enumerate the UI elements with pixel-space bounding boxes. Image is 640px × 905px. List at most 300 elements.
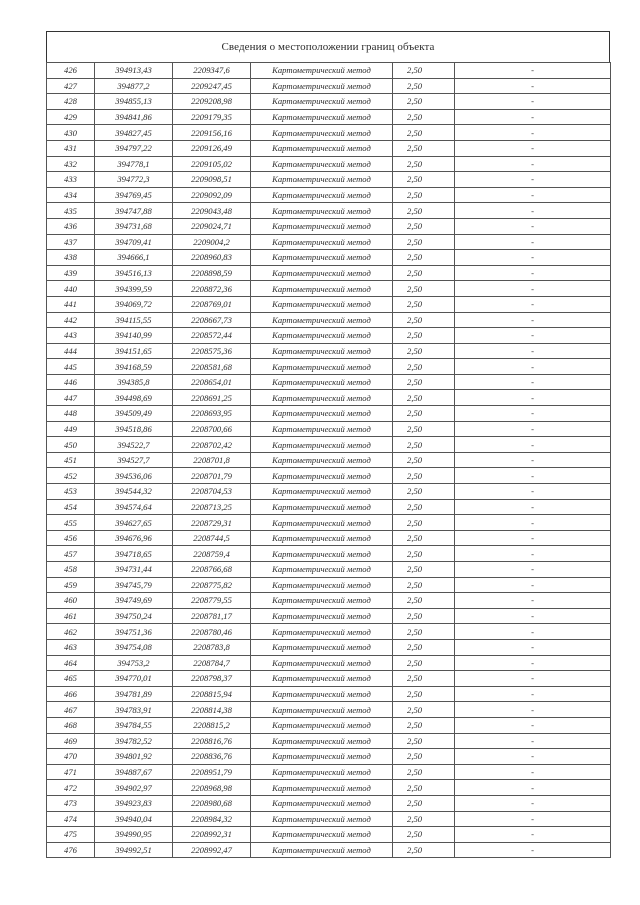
method-cell: Картометрический метод [251,702,393,718]
point-number-cell: 452 [47,468,95,484]
y-coordinate-cell: 2208898,59 [173,265,251,281]
accuracy-cell: 2,50 [393,406,455,422]
y-coordinate-cell: 2208581,68 [173,359,251,375]
point-number-cell: 461 [47,608,95,624]
method-cell: Картометрический метод [251,780,393,796]
method-cell: Картометрический метод [251,530,393,546]
point-number-cell: 444 [47,343,95,359]
method-cell: Картометрический метод [251,125,393,141]
description-cell: - [455,499,611,515]
point-number-cell: 466 [47,686,95,702]
y-coordinate-cell: 2209098,51 [173,172,251,188]
y-coordinate-cell: 2208729,31 [173,515,251,531]
accuracy-cell: 2,50 [393,94,455,110]
y-coordinate-cell: 2209126,49 [173,140,251,156]
y-coordinate-cell: 2209208,98 [173,94,251,110]
x-coordinate-cell: 394709,41 [95,234,173,250]
accuracy-cell: 2,50 [393,218,455,234]
point-number-cell: 462 [47,624,95,640]
y-coordinate-cell: 2208769,01 [173,296,251,312]
x-coordinate-cell: 394923,83 [95,795,173,811]
table-row [47,63,611,79]
table-row [47,827,611,843]
y-coordinate-cell: 2208701,79 [173,468,251,484]
description-cell: - [455,203,611,219]
y-coordinate-cell: 2208783,8 [173,639,251,655]
x-coordinate-cell: 394536,06 [95,468,173,484]
description-cell: - [455,234,611,250]
accuracy-cell: 2,50 [393,546,455,562]
table-row [47,795,611,811]
y-coordinate-cell: 2209179,35 [173,109,251,125]
description-cell: - [455,795,611,811]
accuracy-cell: 2,50 [393,374,455,390]
accuracy-cell: 2,50 [393,203,455,219]
point-number-cell: 455 [47,515,95,531]
method-cell: Картометрический метод [251,717,393,733]
method-cell: Картометрический метод [251,842,393,858]
accuracy-cell: 2,50 [393,484,455,500]
method-cell: Картометрический метод [251,234,393,250]
table-row [47,686,611,702]
x-coordinate-cell: 394745,79 [95,577,173,593]
table-row [47,624,611,640]
accuracy-cell: 2,50 [393,312,455,328]
method-cell: Картометрический метод [251,562,393,578]
x-coordinate-cell: 394522,7 [95,437,173,453]
accuracy-cell: 2,50 [393,842,455,858]
table-row [47,499,611,515]
table-row [47,374,611,390]
y-coordinate-cell: 2208980,68 [173,795,251,811]
description-cell: - [455,639,611,655]
method-cell: Картометрический метод [251,359,393,375]
table-row [47,437,611,453]
description-cell: - [455,717,611,733]
point-number-cell: 429 [47,109,95,125]
y-coordinate-cell: 2208713,25 [173,499,251,515]
accuracy-cell: 2,50 [393,125,455,141]
method-cell: Картометрический метод [251,639,393,655]
y-coordinate-cell: 2208815,94 [173,686,251,702]
point-number-cell: 446 [47,374,95,390]
description-cell: - [455,125,611,141]
point-number-cell: 430 [47,125,95,141]
method-cell: Картометрический метод [251,452,393,468]
accuracy-cell: 2,50 [393,281,455,297]
table-row [47,359,611,375]
accuracy-cell: 2,50 [393,452,455,468]
x-coordinate-cell: 394778,1 [95,156,173,172]
table-row [47,156,611,172]
x-coordinate-cell: 394992,51 [95,842,173,858]
table-row [47,655,611,671]
x-coordinate-cell: 394782,52 [95,733,173,749]
x-coordinate-cell: 394754,08 [95,639,173,655]
table-row [47,406,611,422]
description-cell: - [455,218,611,234]
point-number-cell: 440 [47,281,95,297]
description-cell: - [455,406,611,422]
x-coordinate-cell: 394827,45 [95,125,173,141]
x-coordinate-cell: 394676,96 [95,530,173,546]
description-cell: - [455,562,611,578]
x-coordinate-cell: 394797,22 [95,140,173,156]
accuracy-cell: 2,50 [393,827,455,843]
x-coordinate-cell: 394544,32 [95,484,173,500]
x-coordinate-cell: 394855,13 [95,94,173,110]
y-coordinate-cell: 2209024,71 [173,218,251,234]
table-row [47,608,611,624]
x-coordinate-cell: 394731,68 [95,218,173,234]
point-number-cell: 476 [47,842,95,858]
method-cell: Картометрический метод [251,187,393,203]
point-number-cell: 427 [47,78,95,94]
table-row [47,717,611,733]
x-coordinate-cell: 394718,65 [95,546,173,562]
method-cell: Картометрический метод [251,608,393,624]
description-cell: - [455,281,611,297]
accuracy-cell: 2,50 [393,733,455,749]
method-cell: Картометрический метод [251,406,393,422]
method-cell: Картометрический метод [251,63,393,79]
x-coordinate-cell: 394731,44 [95,562,173,578]
accuracy-cell: 2,50 [393,749,455,765]
method-cell: Картометрический метод [251,109,393,125]
x-coordinate-cell: 394801,92 [95,749,173,765]
accuracy-cell: 2,50 [393,686,455,702]
description-cell: - [455,63,611,79]
y-coordinate-cell: 2209092,09 [173,187,251,203]
point-number-cell: 443 [47,328,95,344]
method-cell: Картометрический метод [251,827,393,843]
y-coordinate-cell: 2208766,68 [173,562,251,578]
y-coordinate-cell: 2209247,45 [173,78,251,94]
accuracy-cell: 2,50 [393,655,455,671]
x-coordinate-cell: 394990,95 [95,827,173,843]
method-cell: Картометрический метод [251,811,393,827]
accuracy-cell: 2,50 [393,390,455,406]
accuracy-cell: 2,50 [393,187,455,203]
table-row [47,764,611,780]
table-row [47,343,611,359]
method-cell: Картометрический метод [251,749,393,765]
table-row [47,203,611,219]
x-coordinate-cell: 394877,2 [95,78,173,94]
table-row [47,281,611,297]
table-title: Сведения о местоположении границ объекта [46,31,610,62]
y-coordinate-cell: 2208872,36 [173,281,251,297]
y-coordinate-cell: 2208798,37 [173,671,251,687]
y-coordinate-cell: 2208575,36 [173,343,251,359]
x-coordinate-cell: 394841,86 [95,109,173,125]
description-cell: - [455,702,611,718]
description-cell: - [455,686,611,702]
x-coordinate-cell: 394753,2 [95,655,173,671]
method-cell: Картометрический метод [251,468,393,484]
y-coordinate-cell: 2208654,01 [173,374,251,390]
y-coordinate-cell: 2208667,73 [173,312,251,328]
method-cell: Картометрический метод [251,593,393,609]
point-number-cell: 438 [47,250,95,266]
table-row [47,265,611,281]
table-row [47,577,611,593]
x-coordinate-cell: 394516,13 [95,265,173,281]
description-cell: - [455,94,611,110]
method-cell: Картометрический метод [251,655,393,671]
table-row [47,749,611,765]
description-cell: - [455,764,611,780]
table-row [47,671,611,687]
point-number-cell: 450 [47,437,95,453]
table-row [47,468,611,484]
table-row [47,811,611,827]
x-coordinate-cell: 394749,69 [95,593,173,609]
x-coordinate-cell: 394140,99 [95,328,173,344]
point-number-cell: 456 [47,530,95,546]
description-cell: - [455,250,611,266]
description-cell: - [455,780,611,796]
description-cell: - [455,328,611,344]
accuracy-cell: 2,50 [393,717,455,733]
description-cell: - [455,343,611,359]
y-coordinate-cell: 2208779,55 [173,593,251,609]
x-coordinate-cell: 394902,97 [95,780,173,796]
point-number-cell: 475 [47,827,95,843]
description-cell: - [455,265,611,281]
table-row [47,250,611,266]
point-number-cell: 464 [47,655,95,671]
description-cell: - [455,655,611,671]
point-number-cell: 428 [47,94,95,110]
accuracy-cell: 2,50 [393,109,455,125]
y-coordinate-cell: 2209105,02 [173,156,251,172]
description-cell: - [455,359,611,375]
x-coordinate-cell: 394772,3 [95,172,173,188]
x-coordinate-cell: 394783,91 [95,702,173,718]
table-row [47,484,611,500]
method-cell: Картометрический метод [251,343,393,359]
table-row [47,562,611,578]
y-coordinate-cell: 2208744,5 [173,530,251,546]
point-number-cell: 474 [47,811,95,827]
y-coordinate-cell: 2208984,32 [173,811,251,827]
point-number-cell: 426 [47,63,95,79]
table-row [47,639,611,655]
description-cell: - [455,484,611,500]
x-coordinate-cell: 394168,59 [95,359,173,375]
table-row [47,234,611,250]
description-cell: - [455,452,611,468]
point-number-cell: 459 [47,577,95,593]
y-coordinate-cell: 2208960,83 [173,250,251,266]
accuracy-cell: 2,50 [393,671,455,687]
y-coordinate-cell: 2208836,76 [173,749,251,765]
table-row [47,125,611,141]
x-coordinate-cell: 394750,24 [95,608,173,624]
method-cell: Картометрический метод [251,546,393,562]
x-coordinate-cell: 394940,04 [95,811,173,827]
point-number-cell: 454 [47,499,95,515]
x-coordinate-cell: 394115,55 [95,312,173,328]
point-number-cell: 449 [47,421,95,437]
accuracy-cell: 2,50 [393,562,455,578]
point-number-cell: 442 [47,312,95,328]
x-coordinate-cell: 394770,01 [95,671,173,687]
description-cell: - [455,468,611,484]
point-number-cell: 460 [47,593,95,609]
description-cell: - [455,187,611,203]
accuracy-cell: 2,50 [393,421,455,437]
method-cell: Картометрический метод [251,281,393,297]
accuracy-cell: 2,50 [393,764,455,780]
y-coordinate-cell: 2208781,17 [173,608,251,624]
method-cell: Картометрический метод [251,265,393,281]
y-coordinate-cell: 2208992,31 [173,827,251,843]
accuracy-cell: 2,50 [393,515,455,531]
point-number-cell: 441 [47,296,95,312]
accuracy-cell: 2,50 [393,343,455,359]
description-cell: - [455,312,611,328]
table-row [47,530,611,546]
point-number-cell: 433 [47,172,95,188]
x-coordinate-cell: 394751,36 [95,624,173,640]
description-cell: - [455,546,611,562]
accuracy-cell: 2,50 [393,172,455,188]
table-row [47,94,611,110]
x-coordinate-cell: 394518,86 [95,421,173,437]
description-cell: - [455,608,611,624]
table-row [47,702,611,718]
y-coordinate-cell: 2208701,8 [173,452,251,468]
accuracy-cell: 2,50 [393,577,455,593]
x-coordinate-cell: 394509,49 [95,406,173,422]
point-number-cell: 470 [47,749,95,765]
accuracy-cell: 2,50 [393,624,455,640]
method-cell: Картометрический метод [251,78,393,94]
point-number-cell: 435 [47,203,95,219]
x-coordinate-cell: 394784,55 [95,717,173,733]
point-number-cell: 457 [47,546,95,562]
y-coordinate-cell: 2208700,66 [173,421,251,437]
table-row [47,842,611,858]
table-row [47,312,611,328]
description-cell: - [455,811,611,827]
table-row [47,218,611,234]
description-cell: - [455,296,611,312]
table-row [47,187,611,203]
x-coordinate-cell: 394887,67 [95,764,173,780]
method-cell: Картометрический метод [251,499,393,515]
x-coordinate-cell: 394399,59 [95,281,173,297]
point-number-cell: 471 [47,764,95,780]
description-cell: - [455,156,611,172]
point-number-cell: 448 [47,406,95,422]
point-number-cell: 469 [47,733,95,749]
y-coordinate-cell: 2208815,2 [173,717,251,733]
y-coordinate-cell: 2208951,79 [173,764,251,780]
y-coordinate-cell: 2208814,38 [173,702,251,718]
point-number-cell: 465 [47,671,95,687]
accuracy-cell: 2,50 [393,811,455,827]
method-cell: Картометрический метод [251,484,393,500]
table-row [47,109,611,125]
table-row [47,421,611,437]
accuracy-cell: 2,50 [393,608,455,624]
description-cell: - [455,530,611,546]
description-cell: - [455,827,611,843]
point-number-cell: 445 [47,359,95,375]
description-cell: - [455,390,611,406]
table-row [47,78,611,94]
point-number-cell: 447 [47,390,95,406]
method-cell: Картометрический метод [251,515,393,531]
accuracy-cell: 2,50 [393,78,455,94]
accuracy-cell: 2,50 [393,359,455,375]
x-coordinate-cell: 394781,89 [95,686,173,702]
method-cell: Картометрический метод [251,94,393,110]
method-cell: Картометрический метод [251,374,393,390]
table-row [47,296,611,312]
point-number-cell: 436 [47,218,95,234]
x-coordinate-cell: 394385,8 [95,374,173,390]
method-cell: Картометрический метод [251,156,393,172]
x-coordinate-cell: 394527,7 [95,452,173,468]
y-coordinate-cell: 2208691,25 [173,390,251,406]
method-cell: Картометрический метод [251,218,393,234]
table-row [47,546,611,562]
accuracy-cell: 2,50 [393,593,455,609]
y-coordinate-cell: 2208992,47 [173,842,251,858]
accuracy-cell: 2,50 [393,265,455,281]
y-coordinate-cell: 2208780,46 [173,624,251,640]
x-coordinate-cell: 394769,45 [95,187,173,203]
y-coordinate-cell: 2208702,42 [173,437,251,453]
description-cell: - [455,749,611,765]
method-cell: Картометрический метод [251,624,393,640]
point-number-cell: 468 [47,717,95,733]
y-coordinate-cell: 2209004,2 [173,234,251,250]
accuracy-cell: 2,50 [393,530,455,546]
x-coordinate-cell: 394498,69 [95,390,173,406]
y-coordinate-cell: 2209156,16 [173,125,251,141]
y-coordinate-cell: 2208968,98 [173,780,251,796]
x-coordinate-cell: 394913,43 [95,63,173,79]
accuracy-cell: 2,50 [393,437,455,453]
method-cell: Картометрический метод [251,296,393,312]
accuracy-cell: 2,50 [393,156,455,172]
point-number-cell: 431 [47,140,95,156]
accuracy-cell: 2,50 [393,250,455,266]
method-cell: Картометрический метод [251,250,393,266]
x-coordinate-cell: 394574,64 [95,499,173,515]
table-body [47,63,611,858]
point-number-cell: 473 [47,795,95,811]
method-cell: Картометрический метод [251,795,393,811]
description-cell: - [455,671,611,687]
method-cell: Картометрический метод [251,172,393,188]
method-cell: Картометрический метод [251,437,393,453]
x-coordinate-cell: 394747,88 [95,203,173,219]
accuracy-cell: 2,50 [393,296,455,312]
table-row [47,452,611,468]
point-number-cell: 467 [47,702,95,718]
accuracy-cell: 2,50 [393,468,455,484]
point-number-cell: 472 [47,780,95,796]
description-cell: - [455,109,611,125]
method-cell: Картометрический метод [251,671,393,687]
description-cell: - [455,374,611,390]
